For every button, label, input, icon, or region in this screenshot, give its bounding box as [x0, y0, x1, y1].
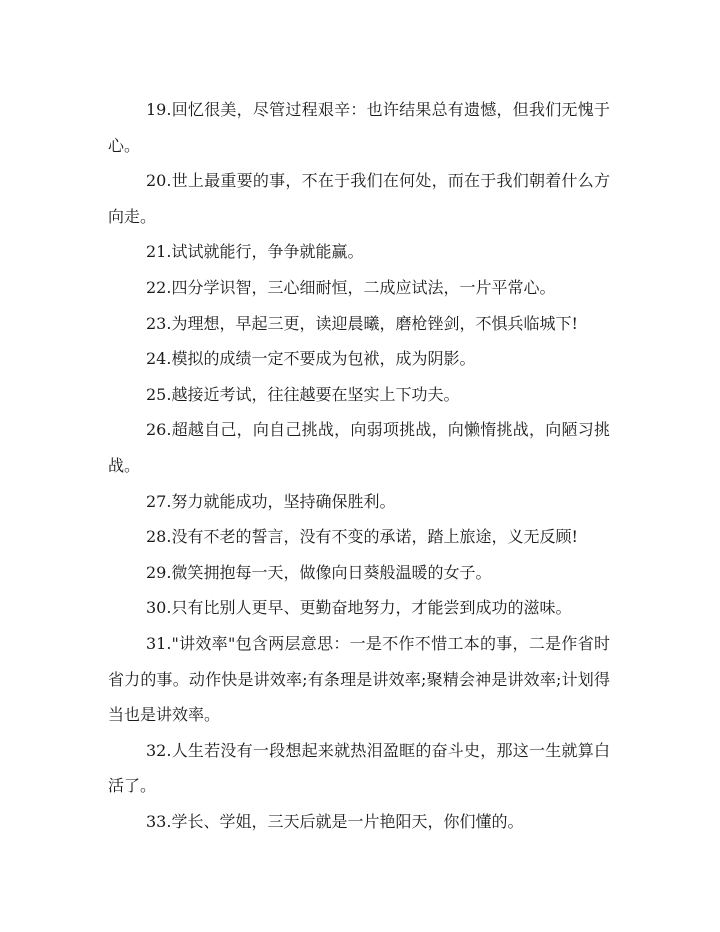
- document-body: [108, 92, 610, 839]
- paragraph-20: 20.世上最重要的事，不在于我们在何处，而在于我们朝着什么方向走。: [108, 171, 610, 226]
- paragraph-22: 22.四分学识智，三心细耐恒，二成应试法，一片平常心。: [146, 277, 556, 297]
- paragraph-30: 30.只有比别人更早、更勤奋地努力，才能尝到成功的滋味。: [146, 598, 572, 618]
- paragraph-25: 25.越接近考试，往往越要在坚实上下功夫。: [146, 384, 460, 404]
- paragraph-28: 28.没有不老的誓言，没有不变的承诺，踏上旅途，义无反顾!: [146, 527, 578, 547]
- paragraph-26: 26.超越自己，向自己挑战，向弱项挑战，向懒惰挑战，向陋习挑战。: [108, 420, 610, 475]
- paragraph-19: 19.回忆很美，尽管过程艰辛：也许结果总有遗憾，但我们无愧于心。: [108, 100, 610, 155]
- paragraph-21: 21.试试就能行，争争就能赢。: [146, 242, 364, 262]
- paragraph-33: 33.学长、学姐，三天后就是一片艳阳天，你们懂的。: [146, 811, 524, 831]
- paragraph-24: 24.模拟的成绩一定不要成为包袱，成为阴影。: [146, 349, 476, 369]
- paragraph-29: 29.微笑拥抱每一天，做像向日葵般温暖的女子。: [146, 562, 492, 582]
- paragraph-32: 32.人生若没有一段想起来就热泪盈眶的奋斗史，那这一生就算白活了。: [108, 740, 610, 796]
- paragraph-27: 27.努力就能成功，坚持确保胜利。: [146, 491, 396, 511]
- paragraph-23: 23.为理想，早起三更，读迎晨曦，磨枪锉剑，不惧兵临城下!: [146, 313, 578, 333]
- paragraph-31: 31."讲效率"包含两层意思：一是不作不惜工本的事，二是作省时省力的事。动作快是讲效率;有条理是讲效率;聚精会神是讲效率;计划得当也是讲效率。: [108, 633, 610, 725]
